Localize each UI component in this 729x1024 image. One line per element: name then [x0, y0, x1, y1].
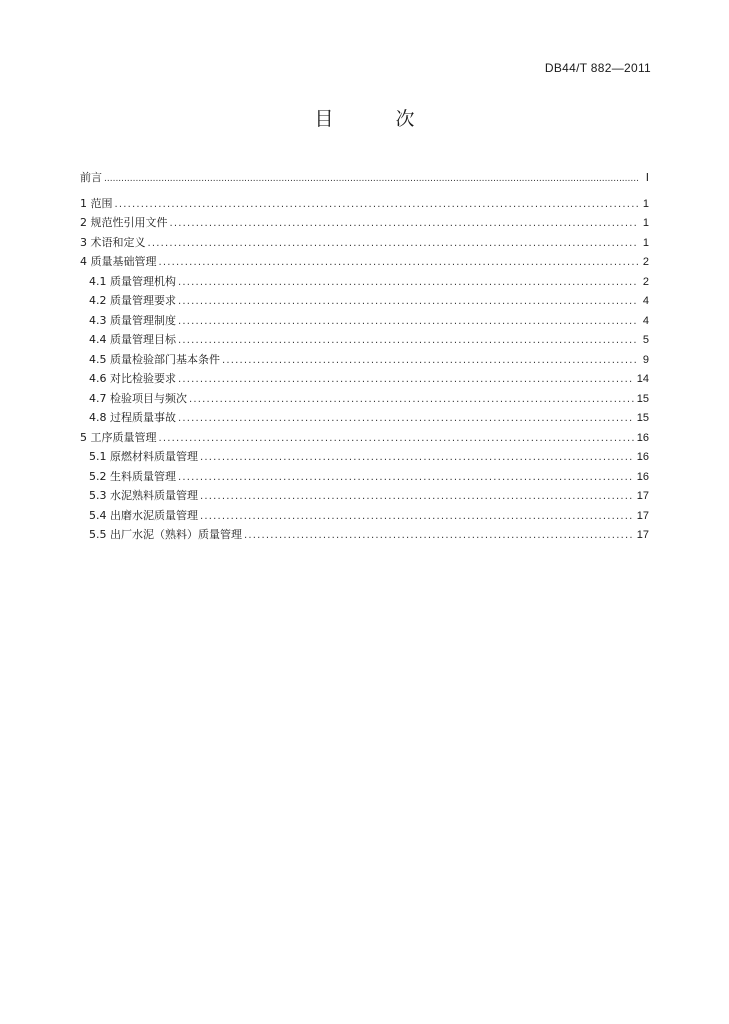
- toc-entry-section-5-4[interactable]: [80, 506, 649, 526]
- toc-entry-page: 16: [636, 451, 649, 463]
- toc-entry-page: 15: [636, 392, 649, 405]
- toc-entry-label: 5.2 生料质量管理: [89, 469, 176, 483]
- dot-leader: [200, 507, 634, 527]
- dot-leader: [178, 292, 638, 312]
- toc-entry-section-4-8[interactable]: [80, 408, 649, 428]
- dot-leader: [178, 409, 634, 429]
- toc-entry-page: 1: [642, 197, 649, 210]
- toc-entry-page: Ⅰ: [645, 172, 649, 184]
- toc-entry-label: 4.1 质量管理机构: [89, 274, 176, 288]
- toc-entry-label: 5.1 原燃材料质量管理: [89, 450, 198, 463]
- dot-leader: [178, 312, 638, 332]
- toc-entry-page: 2: [642, 275, 649, 288]
- toc-entry-page: 17: [636, 529, 649, 541]
- toc-entry-label: 前言: [80, 171, 102, 184]
- toc-entry-page: 16: [636, 470, 649, 483]
- toc-entry-label: 4.8 过程质量事故: [89, 411, 176, 424]
- toc-entry-section-4-2[interactable]: [80, 291, 649, 311]
- dot-leader: [244, 526, 634, 546]
- toc-entry-section-5-1[interactable]: [80, 447, 649, 467]
- toc-entry-page: 4: [642, 295, 649, 307]
- dot-leader: [200, 487, 634, 507]
- dot-leader: [189, 390, 634, 410]
- toc-entry-page: 9: [642, 353, 649, 366]
- toc-entry-section-4-3[interactable]: [80, 311, 649, 331]
- toc-entry-label: 2 规范性引用文件: [80, 216, 168, 229]
- toc-entry-label: 4.5 质量检验部门基本条件: [89, 352, 220, 366]
- toc-entry-section-4-6[interactable]: [80, 369, 649, 389]
- toc-entry-section-4-7[interactable]: [80, 389, 649, 409]
- dot-leader: [200, 448, 634, 468]
- toc-entry-label: 1 范围: [80, 196, 113, 210]
- toc-entry-page: 1: [642, 236, 649, 249]
- toc-entry-label: 5 工序质量管理: [80, 430, 157, 444]
- toc-entry-section-4-1[interactable]: [80, 272, 649, 292]
- toc-entry-foreword[interactable]: [80, 168, 649, 188]
- toc-entry-section-5-2[interactable]: [80, 467, 649, 487]
- dot-leader: [178, 370, 634, 390]
- toc-entry-page: 17: [636, 490, 649, 502]
- toc-entry-section-4[interactable]: [80, 252, 649, 272]
- toc-entry-label: 3 术语和定义: [80, 235, 146, 249]
- table-of-contents: [80, 168, 649, 545]
- toc-entry-section-4-4[interactable]: [80, 330, 649, 350]
- dot-leader: [178, 273, 638, 293]
- toc-entry-page: 17: [636, 509, 649, 522]
- dot-leader: [178, 468, 634, 488]
- page-title: 目 次: [314, 108, 443, 130]
- toc-entry-section-5-5[interactable]: [80, 525, 649, 545]
- toc-entry-label: 5.3 水泥熟料质量管理: [89, 489, 198, 502]
- toc-entry-label: 4.3 质量管理制度: [89, 313, 176, 327]
- toc-entry-page: 1: [642, 217, 649, 229]
- toc-entry-label: 4.2 质量管理要求: [89, 294, 176, 307]
- dot-leader: [222, 351, 638, 371]
- dot-leader: [115, 195, 639, 215]
- toc-entry-section-1[interactable]: [80, 194, 649, 214]
- dot-leader: [148, 234, 639, 254]
- toc-entry-page: 15: [636, 412, 649, 424]
- toc-entry-section-2[interactable]: [80, 213, 649, 233]
- toc-entry-label: 5.5 出厂水泥（熟料）质量管理: [89, 528, 242, 541]
- toc-entry-label: 4.4 质量管理目标: [89, 333, 176, 346]
- toc-entry-section-4-5[interactable]: [80, 350, 649, 370]
- toc-entry-label: 4.7 检验项目与频次: [89, 391, 187, 405]
- dot-leader: [170, 214, 639, 234]
- toc-entry-page: 16: [636, 431, 649, 444]
- toc-entry-page: 5: [642, 334, 649, 346]
- toc-entry-label: 5.4 出磨水泥质量管理: [89, 508, 198, 522]
- dot-leader: [178, 331, 638, 351]
- toc-entry-page: 2: [642, 256, 649, 268]
- toc-entry-section-5-3[interactable]: [80, 486, 649, 506]
- dot-leader: [159, 429, 634, 449]
- document-code: DB44/T 882—2011: [544, 61, 651, 75]
- toc-entry-section-5[interactable]: [80, 428, 649, 448]
- toc-entry-section-3[interactable]: [80, 233, 649, 253]
- dot-leader: [104, 170, 638, 190]
- toc-entry-page: 14: [636, 373, 649, 385]
- toc-entry-label: 4 质量基础管理: [80, 255, 157, 268]
- toc-entry-page: 4: [642, 314, 649, 327]
- toc-entry-label: 4.6 对比检验要求: [89, 372, 176, 385]
- dot-leader: [159, 253, 639, 273]
